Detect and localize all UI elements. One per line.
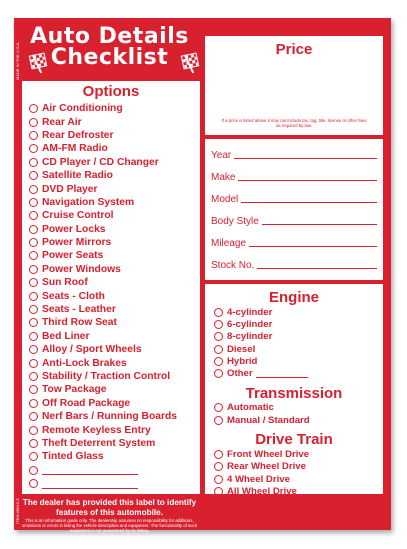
list-item[interactable] [214,461,383,473]
radio-circle-icon[interactable] [214,357,223,366]
engine-heading: Engine [268,289,319,306]
radio-circle-icon[interactable] [29,131,38,140]
list-item-label: Automatic [227,402,274,414]
list-item-label: 6-cylinder [227,318,273,330]
list-item[interactable] [29,397,200,410]
radio-circle-icon[interactable] [29,412,38,421]
radio-circle-icon[interactable] [29,466,38,475]
vehicle-field-label: Stock No. [211,260,255,271]
list-item[interactable] [29,356,200,369]
specs-panel [205,284,383,497]
vehicle-field-line[interactable] [257,268,377,269]
list-item-label: 4-cylinder [227,306,273,318]
options-blank-list [29,464,200,491]
list-item[interactable] [29,464,200,477]
other-blank-line[interactable] [256,369,308,378]
list-item-label: Other [227,368,253,380]
footer [18,498,201,534]
title-line-1: Auto Details [30,24,189,49]
list-item-label: Power Mirrors [42,237,112,249]
list-item[interactable] [214,414,383,426]
list-item-label: Theft Deterrent System [42,437,156,449]
list-item[interactable] [214,448,383,460]
vehicle-field-line[interactable] [241,202,377,203]
list-item-label: 8-cylinder [227,331,273,343]
vehicle-field-line[interactable] [234,158,377,159]
list-item[interactable] [29,129,200,142]
radio-circle-icon[interactable] [29,318,38,327]
radio-circle-icon[interactable] [214,416,223,425]
list-item-label: Rear Wheel Drive [227,461,306,473]
radio-circle-icon[interactable] [29,439,38,448]
radio-circle-icon[interactable] [29,372,38,381]
list-item-label: Remote Keyless Entry [42,424,151,436]
vehicle-field-line[interactable] [249,246,377,247]
list-item-label: Rear Air [42,116,82,128]
list-item[interactable] [29,410,200,423]
list-item-label: Cruise Control [42,210,114,222]
options-heading: Options [82,83,140,100]
list-item-label: Tow Package [42,384,107,396]
list-item[interactable] [214,318,383,330]
list-item[interactable] [214,485,383,497]
drive-train-list [214,448,383,497]
radio-circle-icon[interactable] [29,278,38,287]
list-item-label: Front Wheel Drive [227,449,310,461]
list-item-label: Third Row Seat [42,317,117,329]
list-item[interactable] [214,306,383,318]
vehicle-field-label: Year [211,150,232,161]
radio-circle-icon[interactable] [214,403,223,412]
radio-circle-icon[interactable] [29,305,38,314]
radio-circle-icon[interactable] [29,211,38,220]
list-item-label: Air Conditioning [42,103,123,115]
list-item[interactable] [29,303,200,316]
radio-circle-icon[interactable] [29,426,38,435]
footer-disclaimer: This is an information guide only. The dealership assumes no responsibility for additions, omissions or errors in listing the vehicle description and equipment. The functionality of such equipment is not guaranteed by its listing. [21,518,198,534]
title-line-2: Checklist [50,45,169,70]
radio-circle-icon[interactable] [214,475,223,484]
list-item[interactable] [29,196,200,209]
list-item-label: Nerf Bars / Running Boards [42,411,178,423]
radio-circle-icon[interactable] [29,332,38,341]
radio-circle-icon[interactable] [29,171,38,180]
list-item[interactable] [29,249,200,262]
list-item-label: Hybrid [227,355,258,367]
list-item-label: Seats - Cloth [42,290,105,302]
blank-option-line[interactable] [42,465,138,475]
list-item[interactable] [29,263,200,276]
list-item-label: Off Road Package [42,397,131,409]
list-item[interactable] [214,355,383,367]
radio-circle-icon[interactable] [214,487,223,496]
list-item-label: Navigation System [42,196,135,208]
vehicle-field-line[interactable] [262,224,377,225]
list-item[interactable] [29,102,200,115]
vehicle-field[interactable] [211,161,377,183]
list-item[interactable] [29,330,200,343]
vehicle-field-line[interactable] [238,180,377,181]
options-panel [22,81,200,494]
drive-train-heading: Drive Train [255,431,333,449]
list-item[interactable] [29,437,200,450]
list-item-label: Rear Defroster [42,129,114,141]
radio-circle-icon[interactable] [29,345,38,354]
list-item-label: Sun Roof [42,277,88,289]
radio-circle-icon[interactable] [29,265,38,274]
list-item[interactable] [214,473,383,485]
footer-main-text: The dealer has provided this label to identify features of this automobile. [22,498,197,517]
radio-circle-icon[interactable] [214,369,223,378]
list-item-label: Alloy / Sport Wheels [42,344,142,356]
list-item[interactable] [29,142,200,155]
list-item[interactable] [29,343,200,356]
engine-list [214,306,383,380]
list-item[interactable] [29,477,200,490]
radio-circle-icon[interactable] [214,450,223,459]
radio-circle-icon[interactable] [29,225,38,234]
radio-circle-icon[interactable] [29,251,38,260]
price-panel [205,36,383,135]
list-item[interactable] [214,367,383,379]
list-item-label: Anti-Lock Brakes [42,357,127,369]
list-item-label: All Wheel Drive [227,485,297,497]
price-heading: Price [275,41,313,58]
transmission-heading: Transmission [245,384,343,402]
list-item-label: Power Locks [42,223,106,235]
list-item[interactable] [29,276,200,289]
list-item[interactable] [214,402,383,414]
radio-circle-icon[interactable] [29,185,38,194]
list-item-label: Seats - Leather [42,304,116,316]
radio-circle-icon[interactable] [29,399,38,408]
list-item[interactable] [29,223,200,236]
made-in-usa-text: MADE IN THE U.S.A. [15,41,20,80]
list-item-label: AM-FM Radio [42,143,108,155]
radio-circle-icon[interactable] [29,144,38,153]
list-item[interactable] [29,316,200,329]
radio-circle-icon[interactable] [214,462,223,471]
radio-circle-icon[interactable] [29,292,38,301]
vehicle-field-label: Mileage [211,238,247,249]
list-item-label: Power Windows [42,263,121,275]
vehicle-field[interactable] [211,227,377,249]
radio-circle-icon[interactable] [214,345,223,354]
vehicle-fields [205,139,383,271]
checklist-title-block [18,20,201,78]
item-number-text: ITEM #6012-S [15,498,20,524]
list-item[interactable] [29,383,200,396]
list-item[interactable] [29,115,200,128]
list-item-label: Satellite Radio [42,170,113,182]
checklist-sheet [14,18,391,534]
list-item[interactable] [29,289,200,302]
list-item[interactable] [29,182,200,195]
vehicle-field[interactable] [211,139,377,161]
radio-circle-icon[interactable] [29,198,38,207]
list-item-label: DVD Player [42,183,98,195]
list-item[interactable] [29,236,200,249]
radio-circle-icon[interactable] [29,452,38,461]
radio-circle-icon[interactable] [214,308,223,317]
list-item[interactable] [214,343,383,355]
vehicle-field[interactable] [211,205,377,227]
vehicle-field-label: Body Style [211,216,259,227]
list-item-label: Power Seats [42,250,104,262]
vehicle-field[interactable] [211,183,377,205]
list-item[interactable] [29,423,200,436]
list-item-label: Bed Liner [42,330,90,342]
list-item-label: CD Player / CD Changer [42,156,159,168]
list-item[interactable] [29,169,200,182]
list-item[interactable] [214,331,383,343]
list-item-label: Stability / Traction Control [42,371,171,382]
options-list [29,102,200,464]
list-item[interactable] [29,450,200,463]
blank-option-line[interactable] [42,479,138,489]
list-item-label: Manual / Standard [227,414,310,426]
radio-circle-icon[interactable] [29,479,38,488]
list-item-label: 4 Wheel Drive [227,473,290,485]
radio-circle-icon[interactable] [29,158,38,167]
radio-circle-icon[interactable] [29,104,38,113]
radio-circle-icon[interactable] [29,118,38,127]
transmission-list [214,402,383,427]
list-item-label: Tinted Glass [42,451,104,463]
radio-circle-icon[interactable] [29,238,38,247]
list-item[interactable] [29,209,200,222]
vehicle-details-panel [205,139,383,280]
vehicle-field-label: Model [211,194,239,205]
list-item-label: Diesel [227,343,256,355]
radio-circle-icon[interactable] [29,385,38,394]
vehicle-field-label: Make [211,172,236,183]
price-note: If a price is listed above it may not include tax, tag, title, license or other fees as required by law. [221,118,367,128]
radio-circle-icon[interactable] [214,332,223,341]
list-item[interactable] [29,156,200,169]
list-item[interactable] [29,370,200,383]
radio-circle-icon[interactable] [214,320,223,329]
radio-circle-icon[interactable] [29,359,38,368]
vehicle-field[interactable] [211,249,377,271]
